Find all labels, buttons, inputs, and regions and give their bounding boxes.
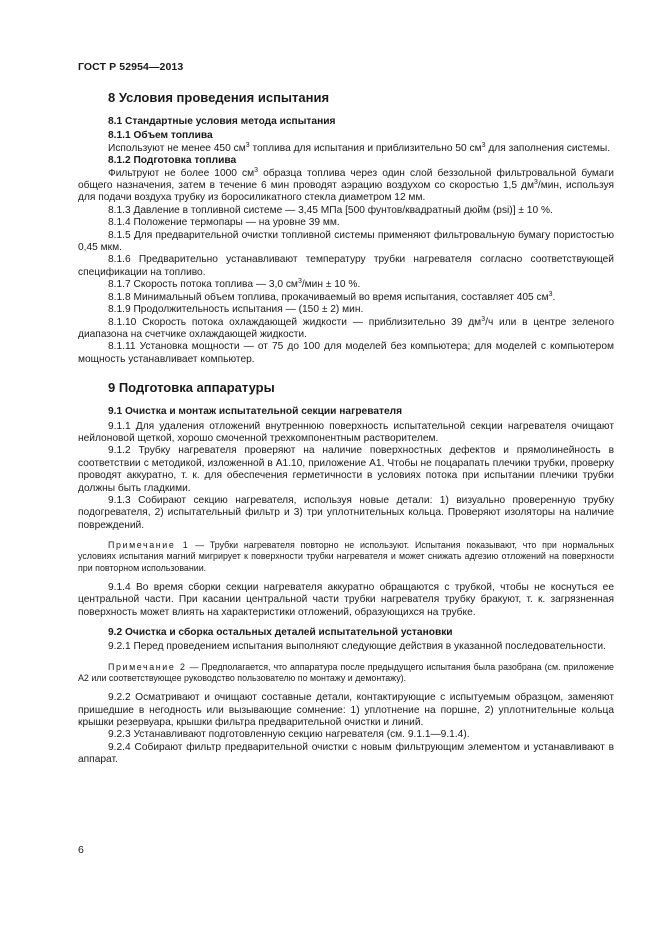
page-number: 6 — [78, 844, 84, 856]
subsection-8-1-1-title: 8.1.1 Объем топлива — [108, 130, 213, 142]
paragraph-8-1-6: 8.1.6 Предварительно устанавливают температуру трубки нагревателя согласно соответствующей спецификации на топливо. — [78, 254, 614, 278]
paragraph-8-1-10: 8.1.10 Скорость потока охлаждающей жидкости — приблизительно 39 $дм^3/ч$ или в центре зеленого диапазона на счетчике охлаждающей жидкости. — [78, 315, 615, 340]
paragraph-9-2-4: 9.2.4 Собирают фильтр предварительной очистки с новым фильтрующим элементом и устанавливают в аппарат. — [78, 741, 614, 766]
paragraph-8-1-11: 8.1.11 Установка мощности — от 75 до 100 для моделей без компьютера; для моделей с компьютером мощность устанавливает компьютер. — [78, 341, 614, 365]
section-9-title: 9 Подготовка аппаратуры — [108, 380, 275, 396]
paragraph-9-1-2: 9.1.2 Трубку нагревателя проверяют на наличие поверхностных дефектов и прямолинейность в соответствии с методикой, изложенной в А1.10, приложение А1. Чтобы не поцарапать плечики трубки, проверку проводят аккуратно, т. к. для обеспечения герметичности в условиях потока при испытании плечики трубки должны быть гладкими. — [78, 445, 614, 494]
paragraph-8-1-1: Используют не менее 450 $см^3$ топлива для испытания и приблизительно 50 $см^3$ для заполнения системы. — [108, 141, 611, 154]
paragraph-8-1-8: 8.1.8 Минимальный объем топлива, прокачиваемый во время испытания, составляет 405 $см^3$. — [108, 290, 556, 303]
subsection-8-1-title: 8.1 Стандартные условия метода испытания — [108, 116, 336, 127]
subsection-9-1-title: 9.1 Очистка и монтаж испытательной секции нагревателя — [108, 406, 403, 418]
paragraph-9-1-1: 9.1.1 Для удаления отложений внутреннюю поверхность испытательной секции нагревателя очищают нейлоновой щеткой, хорошо смоченной трехкомпонентным растворителем. — [78, 420, 614, 444]
paragraph-8-1-5: 8.1.5 Для предварительной очистки топливной системы применяют фильтровальную бумагу пористостью 0,45 мкм. — [78, 229, 614, 254]
paragraph-8-1-3: 8.1.3 Давление в топливной системе — 3,45 МПа [500 фунтов/квадратный дюйм (psi)] ± 10 %. — [108, 204, 553, 216]
document-body — [78, 90, 614, 767]
paragraph-9-2-1: 9.2.1 Перед проведением испытания выполняют следующие действия в указанной последовательности. — [108, 641, 606, 653]
paragraph-8-1-2: Фильтруют не более 1000 $см^3$ образца топлива через один слой беззольной фильтровальной бумаги общего назначения, затем в течение 6 мин проводят аэрацию воздухом со скоростью 1,5 $дм^3$/мин, используя для подачи воздуха трубку из боросиликатного стекла диаметром 12 мм. — [78, 166, 615, 204]
paragraph-9-2-2: 9.2.2 Осматривают и очищают составные детали, контактирующие с испытуемым образцом, заменяют пришедшие в негодность или вызывающие сомнение: 1) уплотнение на поршне, 2) уплотнительные кольца крышки резервуара, крышки фильтра предварительной очистки и линий. — [78, 692, 614, 729]
note-1: Примечание 1 — Трубки нагревателя повторно не используют. Испытания показывают, что при нормальных условиях испытания магний мигрирует к поверхности трубки нагревателя и может снижать адгезию отложений на поверхности при повторном использовании. — [78, 540, 614, 573]
subsection-9-2-title: 9.2 Очистка и сборка остальных деталей испытательной установки — [108, 627, 453, 639]
paragraph-8-1-9: 8.1.9 Продолжительность испытания — (150 ± 2) мин. — [108, 304, 364, 316]
paragraph-9-2-3: 9.2.3 Устанавливают подготовленную секцию нагревателя (см. 9.1.1—9.1.4). — [108, 729, 470, 741]
document-header: ГОСТ Р 52954—2013 — [78, 61, 184, 73]
section-8-title: 8 Условия проведения испытания — [108, 90, 330, 105]
paragraph-8-1-7: 8.1.7 Скорость потока топлива — 3,0 $см^3$/мин ± 10 %. — [108, 278, 361, 291]
paragraph-8-1-4: 8.1.4 Положение термопары — на уровне 39 мм. — [108, 217, 340, 229]
subsection-8-1-2-title: 8.1.2 Подготовка топлива — [108, 155, 237, 167]
paragraph-9-1-3: 9.1.3 Собирают секцию нагревателя, используя новые детали: 1) визуально проверенную трубку подогревателя, 2) испытательный фильтр и 3) три уплотнительных кольца. Проверяют изоляторы на наличие повреждений. — [78, 494, 614, 531]
note-2: Примечание 2 — Предполагается, что аппаратура после предыдущего испытания была разобрана (см. приложение А2 или соответствующее руководство пользователю по монтажу и демонтажу). — [78, 661, 614, 684]
paragraph-9-1-4: 9.1.4 Во время сборки секции нагревателя аккуратно обращаются с трубкой, чтобы не коснуться ее центральной части. При касании центральной части трубки нагревателя трубку бракуют, т. к. загрязненная поверхность может влиять на характеристики отложений, образующихся на трубке. — [78, 581, 614, 618]
